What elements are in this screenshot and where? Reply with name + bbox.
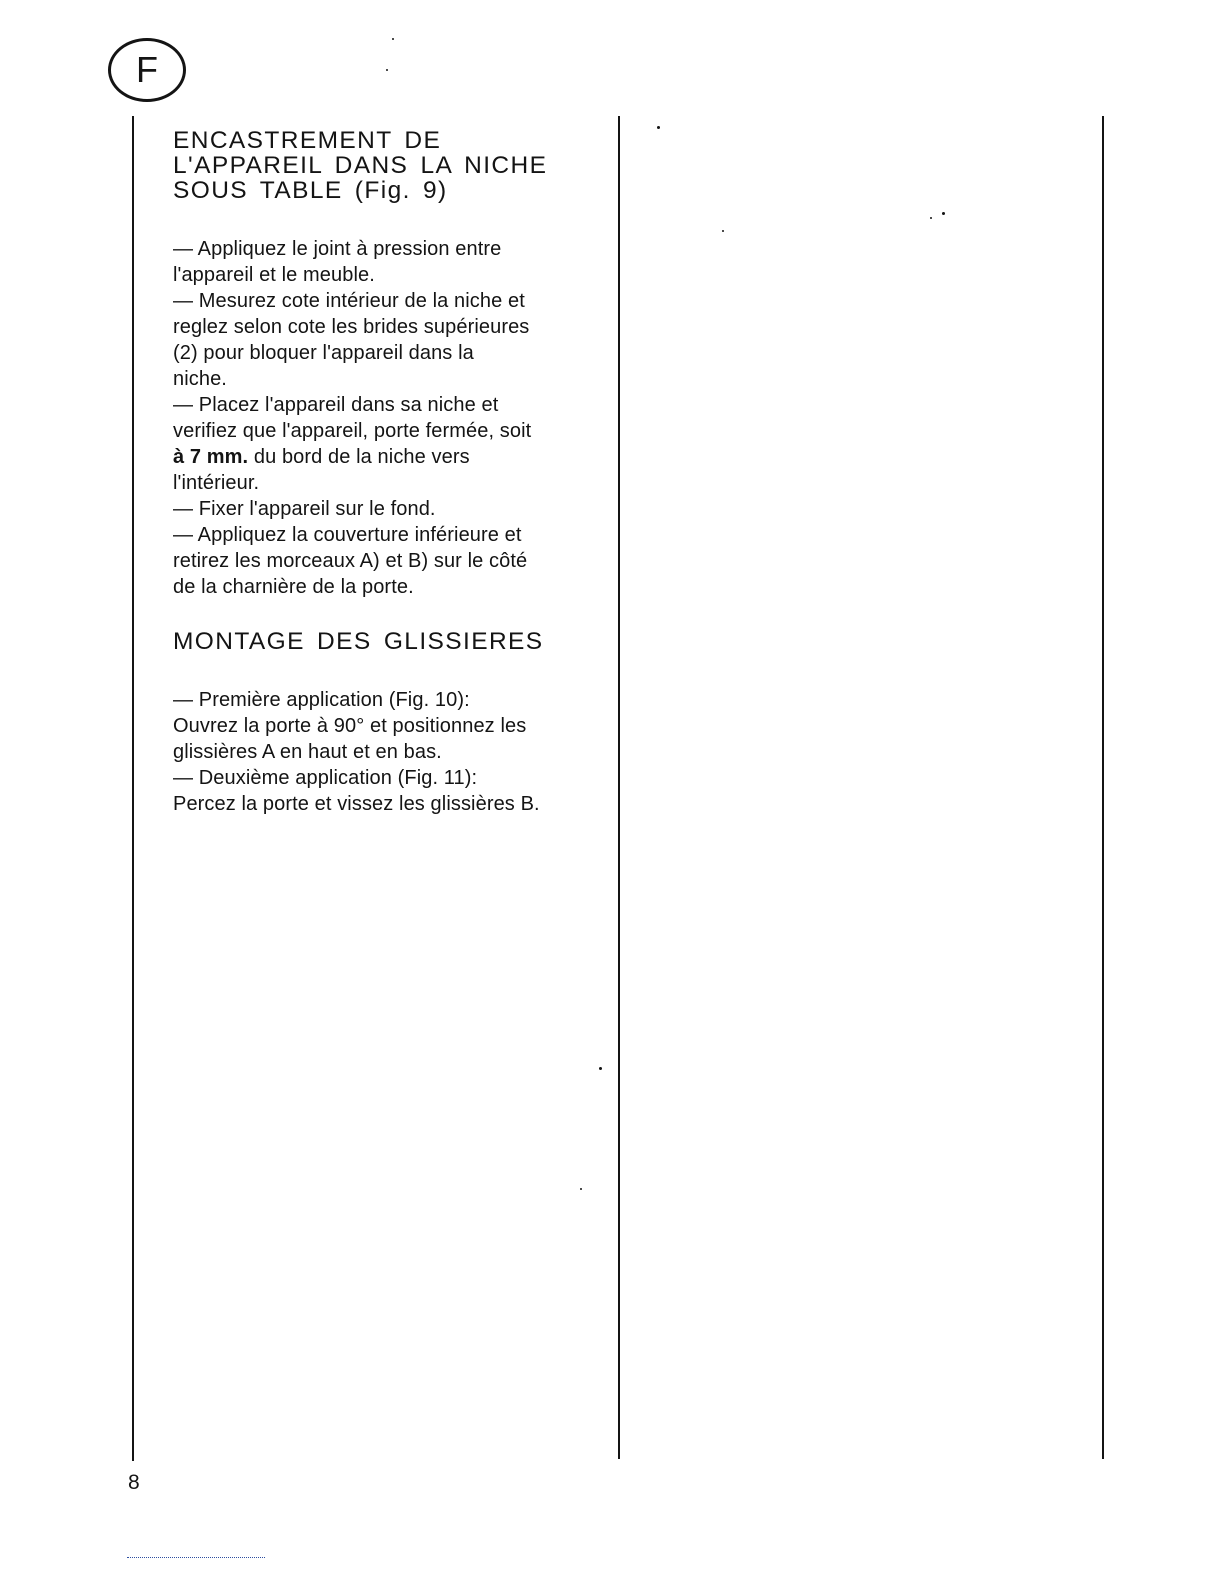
text-line: — Appliquez le joint à pression entre (173, 238, 502, 260)
instruction-paragraph (173, 288, 613, 392)
text-line: — Fixer l'appareil sur le fond. (173, 498, 436, 520)
scan-speck (386, 69, 388, 71)
instruction-paragraph (173, 496, 613, 522)
text-line: retirez les morceaux A) et B) sur le côté (173, 550, 528, 572)
heading-line: ENCASTREMENT DE (173, 127, 442, 154)
page-number: 8 (128, 1471, 140, 1494)
instruction-paragraph (173, 687, 613, 765)
scan-speck (722, 230, 724, 232)
right-column-rule (1102, 116, 1104, 1459)
scan-speck (580, 1188, 582, 1190)
scan-speck (657, 126, 660, 129)
instruction-paragraph (173, 765, 613, 817)
text-line: reglez selon cote les brides supérieures (173, 316, 530, 338)
text-line: (2) pour bloquer l'appareil dans la (173, 342, 474, 364)
instruction-paragraph (173, 522, 613, 600)
heading-line: SOUS TABLE (Fig. 9) (173, 177, 448, 204)
scan-speck (392, 38, 394, 40)
instruction-paragraph (173, 392, 613, 496)
text-line: — Deuxième application (Fig. 11): (173, 767, 478, 789)
scan-speck (599, 1067, 602, 1070)
text-column (173, 128, 613, 817)
text-line: glissières A en haut et en bas. (173, 741, 442, 763)
section-heading-encastrement (173, 128, 613, 203)
language-letter: F (136, 49, 158, 90)
text-line: — Mesurez cote intérieur de la niche et (173, 290, 525, 312)
text-line: du bord de la niche vers (248, 446, 470, 468)
scan-speck (942, 212, 945, 215)
text-line: — Appliquez la couverture inférieure et (173, 524, 522, 546)
text-line: — Placez l'appareil dans sa niche et (173, 394, 499, 416)
distance-emphasis: à 7 mm. (173, 446, 249, 468)
text-line: Ouvrez la porte à 90° et positionnez les (173, 715, 527, 737)
scan-speck (930, 217, 932, 219)
section-body-glissieres (173, 687, 613, 817)
text-line: niche. (173, 368, 227, 390)
text-line: Percez la porte et vissez les glissières B. (173, 793, 540, 815)
text-line: verifiez que l'appareil, porte fermée, soit (173, 420, 532, 442)
language-badge (108, 38, 186, 102)
text-line: l'appareil et le meuble. (173, 264, 375, 286)
footer-dotted-rule (127, 1557, 265, 1558)
section-heading-glissieres: MONTAGE DES GLISSIERES (173, 628, 544, 655)
left-column-rule (132, 116, 134, 1461)
text-line: de la charnière de la porte. (173, 576, 414, 598)
middle-column-rule (618, 116, 620, 1459)
section-body-encastrement (173, 236, 613, 600)
instruction-paragraph (173, 236, 613, 288)
heading-line: L'APPAREIL DANS LA NICHE (173, 152, 548, 179)
text-line: l'intérieur. (173, 472, 260, 494)
text-line: — Première application (Fig. 10): (173, 689, 470, 711)
